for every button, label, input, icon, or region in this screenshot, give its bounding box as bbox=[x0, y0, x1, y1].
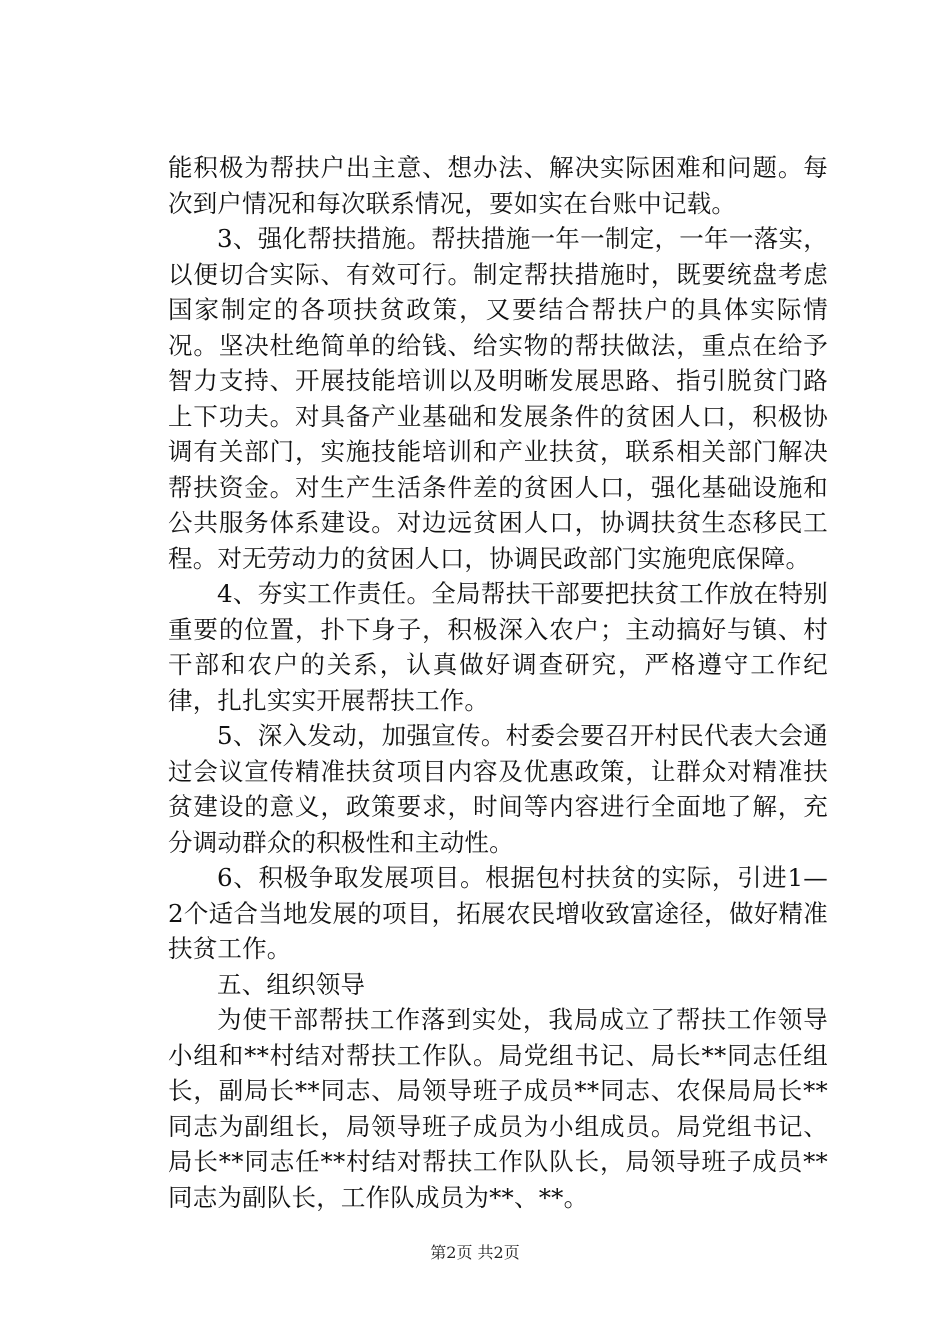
paragraph-continuation: 能积极为帮扶户出主意、想办法、解决实际困难和问题。每次到户情况和每次联系情况，要如实在台账中记载。 bbox=[168, 153, 828, 218]
document-body bbox=[168, 150, 828, 1215]
paragraph-item-4: 4、夯实工作责任。全局帮扶干部要把扶贫工作放在特别重要的位置，扑下身子，积极深入农户；主动搞好与镇、村干部和农户的关系，认真做好调查研究，严格遵守工作纪律，扎扎实实开展帮扶工作。 bbox=[168, 579, 828, 715]
paragraph-item-6: 6、积极争取发展项目。根据包村扶贫的实际，引进1—2个适合当地发展的项目，拓展农民增收致富途径，做好精准扶贫工作。 bbox=[168, 863, 828, 963]
page-footer bbox=[0, 1242, 950, 1264]
section-heading: 五、组织领导 bbox=[217, 969, 366, 999]
paragraph-item-3: 3、强化帮扶措施。帮扶措施一年一制定，一年一落实，以便切合实际、有效可行。制定帮扶措施时，既要统盘考虑国家制定的各项扶贫政策，又要结合帮扶户的具体实际情况。坚决杜绝简单的给钱、给实物的帮扶做法，重点在给予智力支持、开展技能培训以及明晰发展思路、指引脱贫门路上下功夫。对具备产业基础和发展条件的贫困人口，积极协调有关部门，实施技能培训和产业扶贫，联系相关部门解决帮扶资金。对生产生活条件差的贫困人口，强化基础设施和公共服务体系建设。对边远贫困人口，协调扶贫生态移民工程。对无劳动力的贫困人口，协调民政部门实施兜底保障。 bbox=[168, 224, 828, 573]
paragraph-organization: 为使干部帮扶工作落到实处，我局成立了帮扶工作领导小组和**村结对帮扶工作队。局党组书记、局长**同志任组长，副局长**同志、局领导班子成员**同志、农保局局长**同志为副组长，局领导班子成员为小组成员。局党组书记、局长**同志任**村结对帮扶工作队队长，局领导班子成员**同志为副队长，工作队成员为**、**。 bbox=[168, 1005, 828, 1212]
page-number: 第2页 共2页 bbox=[430, 1243, 520, 1262]
paragraph-item-5: 5、深入发动，加强宣传。村委会要召开村民代表大会通过会议宣传精准扶贫项目内容及优惠政策，让群众对精准扶贫建设的意义，政策要求，时间等内容进行全面地了解，充分调动群众的积极性和主动性。 bbox=[168, 721, 828, 857]
